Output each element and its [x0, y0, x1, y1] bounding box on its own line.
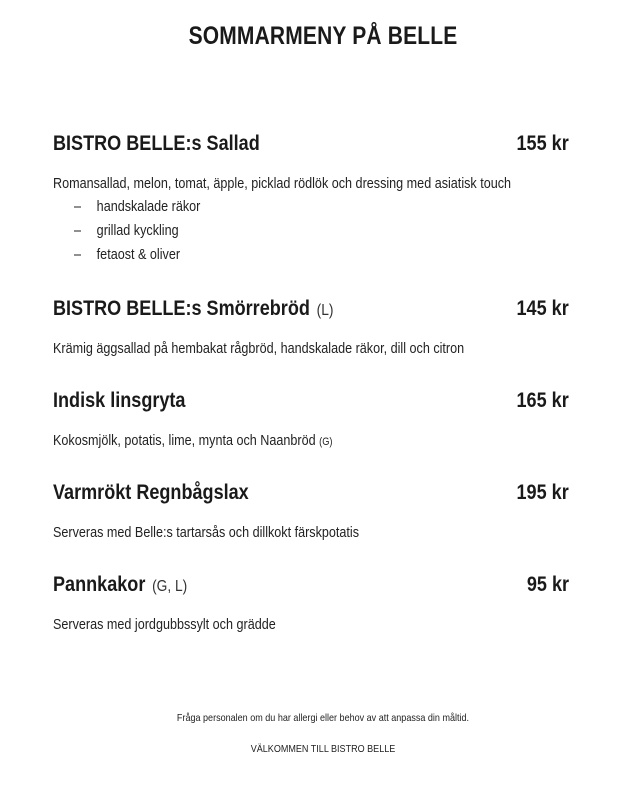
menu-title: SOMMARMENY PÅ BELLE: [188, 22, 458, 50]
dish-name-text: Indisk linsgryta: [53, 389, 186, 412]
dish-name: [53, 297, 333, 321]
option-dash: –: [74, 246, 82, 263]
dish-allergy-note: (G, L): [152, 578, 188, 595]
dish-description: [53, 432, 490, 449]
option-dash: –: [74, 198, 82, 215]
option-text: fetaost & oliver: [96, 246, 181, 263]
option-item: [74, 246, 493, 270]
dish-price: 155 kr: [516, 132, 569, 155]
dish-price: 95 kr: [526, 573, 569, 596]
dish-name-text: Varmrökt Regnbågslax: [53, 481, 249, 504]
dish-description-text: Kokosmjölk, potatis, lime, mynta och Naanbröd: [53, 432, 316, 449]
dish-name: [53, 389, 185, 413]
dish-linsgryta: [53, 389, 573, 449]
dish-price: 165 kr: [516, 389, 569, 412]
dish-allergy-note: (G): [319, 436, 333, 448]
dish-description: Serveras med jordgubbssylt och grädde: [53, 616, 276, 633]
dish-header: [53, 132, 573, 160]
footer-allergy-text: Fråga personalen om du har allergi eller behov av att anpassa din måltid.: [176, 712, 470, 724]
option-text: grillad kyckling: [96, 222, 179, 239]
dish-name: [53, 481, 249, 505]
dish-name: [53, 132, 260, 156]
dish-description: Krämig äggsallad på hembakat rågbröd, handskalade räkor, dill och citron: [53, 340, 465, 357]
dish-smorrebrod: [53, 297, 573, 357]
dish-header: [53, 481, 573, 509]
dish-name-text: BISTRO BELLE:s Sallad: [53, 132, 260, 155]
dish-header: [53, 573, 573, 601]
dish-name: [53, 573, 187, 597]
dish-name-text: Pannkakor: [53, 573, 146, 596]
dish-price: 195 kr: [516, 481, 569, 504]
dish-description: Romansallad, melon, tomat, äpple, picklad rödlök och dressing med asiatisk touch: [53, 175, 512, 192]
dish-price: 145 kr: [516, 297, 569, 320]
dish-salad: [53, 132, 573, 270]
dish-header: [53, 297, 573, 325]
dish-description: Serveras med Belle:s tartarsås och dillkokt färskpotatis: [53, 524, 360, 541]
dish-allergy-note: (L): [316, 302, 334, 319]
footer-welcome-text: VÄLKOMMEN TILL BISTRO BELLE: [250, 743, 396, 755]
option-item: [74, 198, 493, 222]
dish-pannkakor: [53, 573, 573, 633]
dish-header: [53, 389, 573, 417]
option-dash: –: [74, 222, 82, 239]
dish-name-text: BISTRO BELLE:s Smörrebröd: [53, 297, 310, 320]
dish-regnbagslax: [53, 481, 573, 541]
option-text: handskalade räkor: [96, 198, 201, 215]
option-item: [74, 222, 493, 246]
dish-options-list: [53, 198, 573, 270]
